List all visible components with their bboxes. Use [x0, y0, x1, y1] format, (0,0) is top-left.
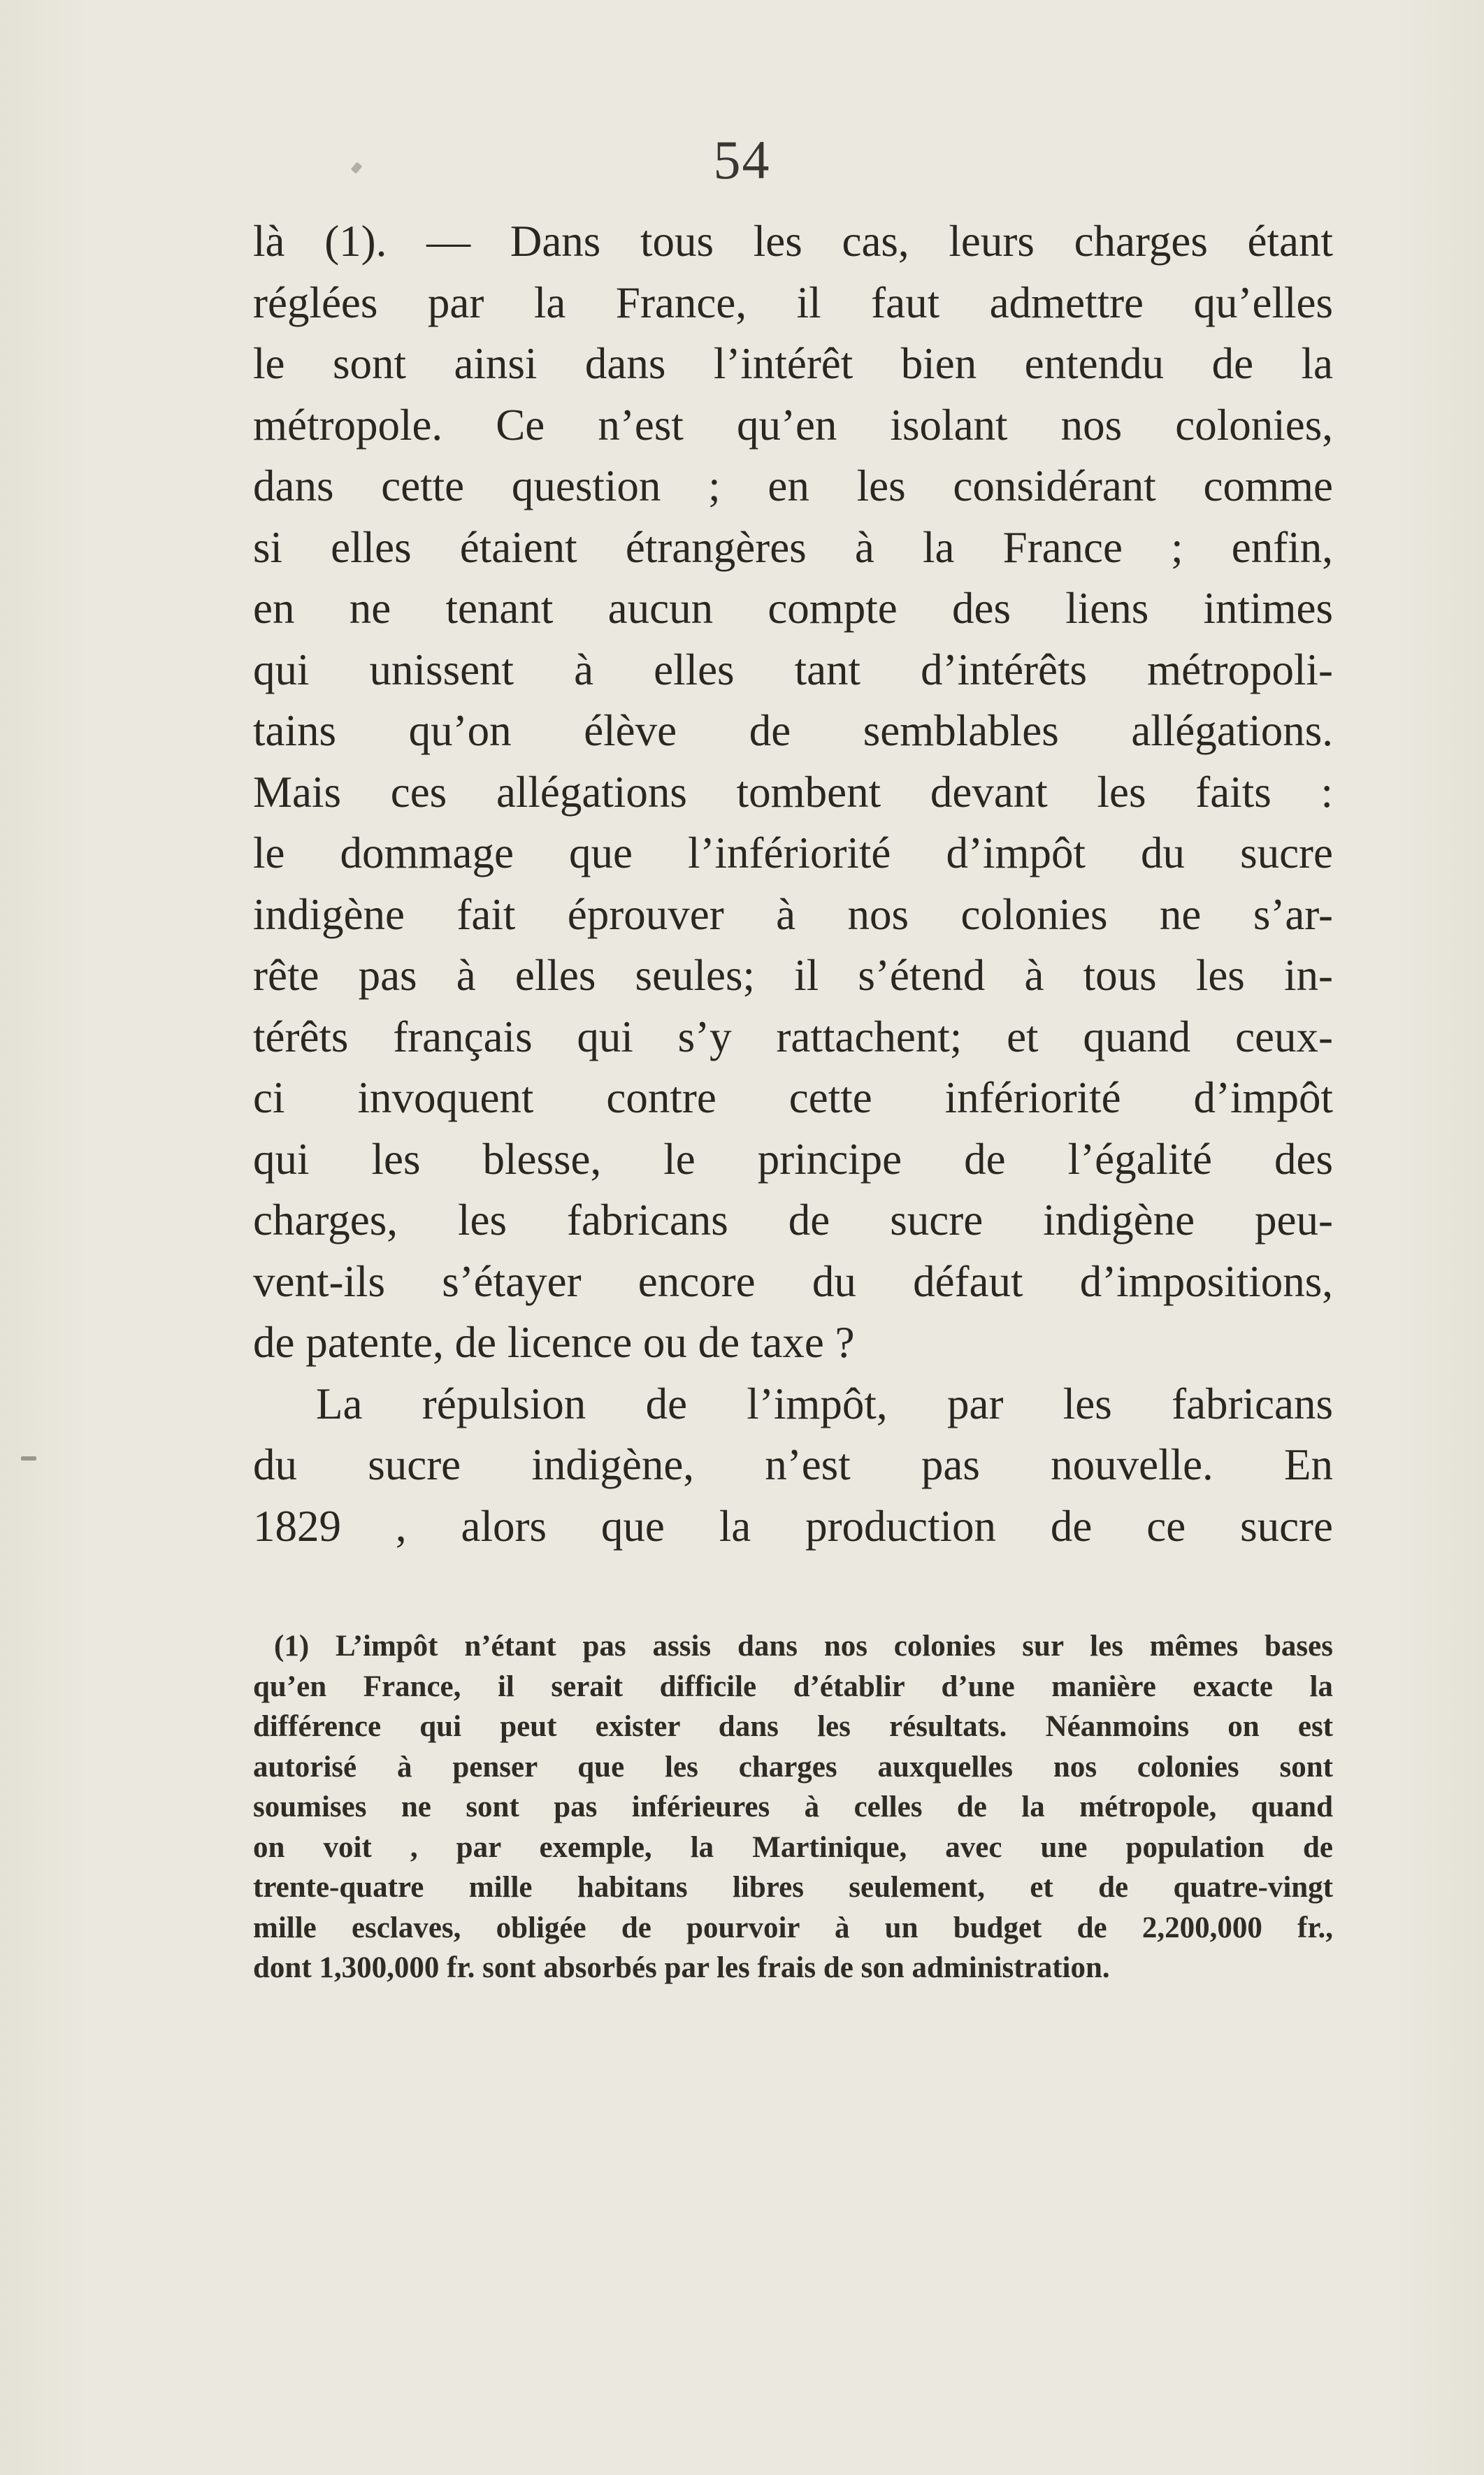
body-line: de patente, de licence ou de taxe ?	[253, 1318, 855, 1367]
footnote-line: mille esclaves, obligée de pourvoir à un budget de 2,200,000 fr.,	[253, 1911, 1333, 1944]
body-line: La répulsion de l’impôt, par les fabricans	[316, 1379, 1333, 1428]
page-number: 54	[713, 129, 771, 190]
body-line: le sont ainsi dans l’intérêt bien entendu de la	[253, 339, 1333, 388]
body-line: térêts français qui s’y rattachent; et quand ceux-	[253, 1012, 1333, 1061]
body-line: 1829 , alors que la production de ce sucre	[253, 1501, 1333, 1551]
body-line: réglées par la France, il faut admettre qu’elles	[253, 278, 1333, 327]
body-line: métropole. Ce n’est qu’en isolant nos colonies,	[253, 400, 1333, 450]
footnote-line: qu’en France, il serait difficile d’établir d’une manière exacte la	[253, 1670, 1333, 1703]
body-line: si elles étaient étrangères à la France ; enfin,	[253, 522, 1333, 572]
body-line: vent-ils s’étayer encore du défaut d’impositions,	[253, 1256, 1333, 1306]
body-line: là (1). — Dans tous les cas, leurs charges étant	[253, 217, 1333, 266]
footnote-line: (1) L’impôt n’étant pas assis dans nos colonies sur les mêmes bases	[274, 1630, 1333, 1663]
body-line: Mais ces allégations tombent devant les faits :	[253, 767, 1333, 817]
body-line: dans cette question ; en les considérant comme	[253, 461, 1333, 510]
body-line: tains qu’on élève de semblables allégations.	[253, 706, 1333, 755]
footnote-line: soumises ne sont pas inférieures à celles de la métropole, quand	[253, 1791, 1333, 1823]
body-line: ci invoquent contre cette infériorité d’impôt	[253, 1073, 1333, 1122]
body-line: le dommage que l’infériorité d’impôt du sucre	[253, 828, 1333, 877]
body-line: en ne tenant aucun compte des liens intimes	[253, 584, 1333, 633]
body-text	[253, 211, 1333, 1557]
footnote-line: on voit , par exemple, la Martinique, avec une population de	[253, 1830, 1333, 1864]
body-line: indigène fait éprouver à nos colonies ne s’ar-	[253, 889, 1333, 939]
footnote-line: trente-quatre mille habitans libres seulement, et de quatre-vingt	[253, 1871, 1333, 1904]
footnote-line: autorisé à penser que les charges auxquelles nos colonies sont	[253, 1750, 1333, 1784]
footnote-line: dont 1,300,000 fr. sont absorbés par les frais de son administration.	[253, 1951, 1110, 1984]
margin-mark	[21, 1456, 36, 1461]
body-line: charges, les fabricans de sucre indigène peu-	[253, 1196, 1333, 1244]
body-line: qui les blesse, le principe de l’égalité des	[253, 1134, 1333, 1184]
body-line: du sucre indigène, n’est pas nouvelle. En	[253, 1440, 1333, 1489]
footnote	[253, 1626, 1333, 1988]
body-line: qui unissent à elles tant d’intérêts métropoli-	[253, 645, 1333, 694]
body-line: rête pas à elles seules; il s’étend à tous les in-	[253, 951, 1333, 1000]
footnote-line: différence qui peut exister dans les résultats. Néanmoins on est	[253, 1710, 1333, 1743]
